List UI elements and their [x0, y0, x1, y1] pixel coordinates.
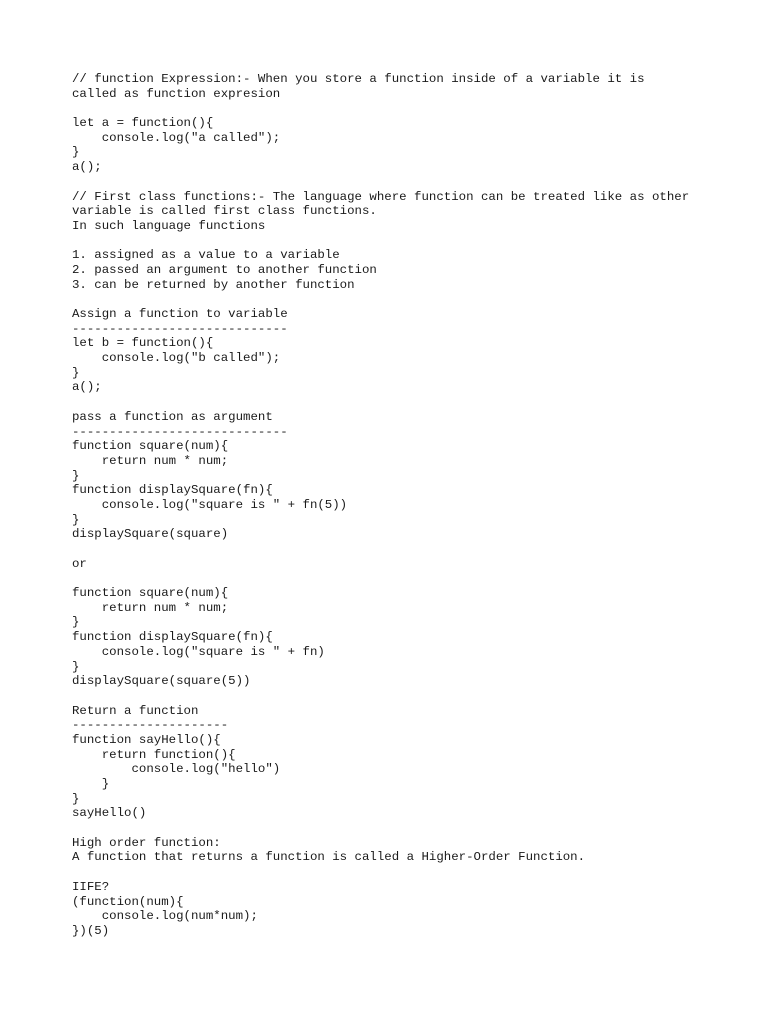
text-line: a(); — [72, 380, 102, 395]
blank-line — [72, 571, 752, 586]
text-line: Return a function — [72, 703, 199, 718]
text-line: pass a function as argument — [72, 409, 273, 424]
text-line: IIFE? — [72, 879, 110, 894]
blank-line — [72, 101, 752, 116]
text-line: } — [72, 791, 80, 806]
text-line: function displaySquare(fn){ — [72, 630, 273, 645]
text-line: } — [72, 365, 80, 380]
text-line: function displaySquare(fn){ — [72, 483, 273, 498]
text-line: 3. can be returned by another function — [72, 277, 355, 292]
text-line: function sayHello(){ — [72, 732, 221, 747]
text-line: // First class functions:- The language where function can be treated like as other — [72, 189, 690, 204]
text-line: function square(num){ — [72, 439, 229, 454]
text-line: console.log("square is " + fn) — [72, 644, 325, 659]
blank-line — [72, 821, 752, 836]
text-line: 1. assigned as a value to a variable — [72, 248, 340, 263]
text-line: console.log("a called"); — [72, 130, 281, 145]
blank-line — [72, 395, 752, 410]
blank-line — [72, 689, 752, 704]
text-line: In such language functions — [72, 218, 266, 233]
blank-line — [72, 175, 752, 190]
text-line: } — [72, 659, 80, 674]
text-line: displaySquare(square(5)) — [72, 674, 251, 689]
text-line: called as function expresion — [72, 86, 281, 101]
blank-line — [72, 292, 752, 307]
text-line: console.log("b called"); — [72, 351, 281, 366]
blank-line — [72, 865, 752, 880]
text-line: 2. passed an argument to another function — [72, 262, 377, 277]
text-line: // function Expression:- When you store a function inside of a variable it is — [72, 72, 645, 86]
text-line: --------------------- — [72, 718, 229, 733]
text-line: a(); — [72, 160, 102, 175]
text-line: return num * num; — [72, 453, 229, 468]
text-line: variable is called first class functions. — [72, 204, 377, 219]
text-line: } — [72, 777, 110, 791]
text-line: let a = function(){ — [72, 116, 214, 131]
text-line: function square(num){ — [72, 586, 229, 601]
text-line: } — [72, 512, 80, 527]
text-line: ----------------------------- — [72, 424, 288, 439]
blank-line — [72, 234, 752, 249]
text-line: sayHello() — [72, 806, 147, 821]
text-line: let b = function(){ — [72, 336, 214, 351]
text-line: console.log(num*num); — [72, 909, 258, 924]
text-line: return num * num; — [72, 600, 229, 615]
text-line: ----------------------------- — [72, 321, 288, 336]
blank-line — [72, 542, 752, 557]
text-line: console.log("hello") — [72, 762, 281, 777]
text-line: A function that returns a function is called a Higher-Order Function. — [72, 850, 586, 865]
text-line: console.log("square is " + fn(5)) — [72, 497, 348, 512]
text-line: } — [72, 615, 80, 630]
text-line: (function(num){ — [72, 894, 184, 909]
text-line: } — [72, 468, 80, 483]
text-line: High order function: — [72, 835, 221, 850]
text-line: return function(){ — [72, 747, 236, 762]
text-line: } — [72, 145, 80, 160]
text-line: Assign a function to variable — [72, 307, 288, 321]
text-line: or — [72, 556, 87, 571]
text-line: displaySquare(square) — [72, 527, 229, 542]
text-line: })(5) — [72, 923, 110, 938]
document-page — [72, 72, 752, 939]
